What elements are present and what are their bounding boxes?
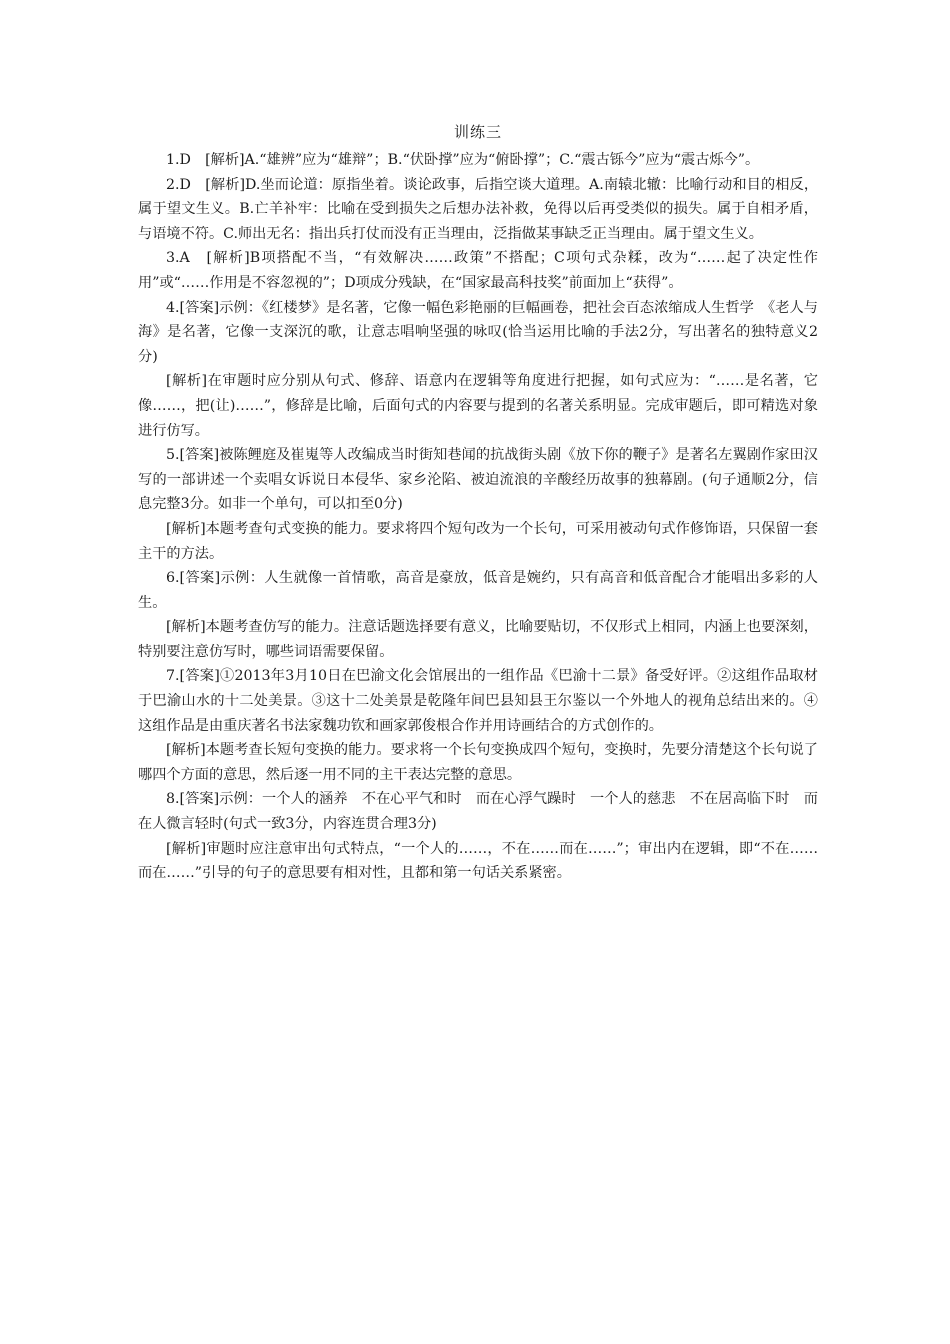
item-text: 本题考查仿写的能力。注意话题选择要有意义，比喻要贴切，不仅形式上相同，内涵上也要深刻，特别要注意仿写时，哪些词语需要保留。 bbox=[138, 619, 818, 660]
item-head: [解析] bbox=[166, 520, 206, 537]
item-head: [解析] bbox=[166, 742, 206, 759]
item-text: 本题考查句式变换的能力。要求将四个短句改为一个长句，可采用被动句式作修饰语，只保留一套主干的方法。 bbox=[138, 520, 818, 562]
item-text: 本题考查长短句变换的能力。要求将一个长句变换成四个短句，变换时，先要分清楚这个长句说了哪四个方面的意思，然后逐一用不同的主干表达完整的意思。 bbox=[138, 742, 818, 783]
item-head: [解析] bbox=[166, 840, 207, 857]
document-title: 训练三 bbox=[453, 123, 502, 141]
item-8-answer bbox=[138, 787, 818, 836]
item-text: 在审题时应分别从句式、修辞、语意内在逻辑等角度进行把握，如句式应为：“……是名著，它像……，把(让)……”，修辞是比喻，后面句式的内容要与提到的名著关系明显。完成审题后，即可精选对象进行仿写。 bbox=[138, 373, 818, 439]
item-6-analysis bbox=[138, 615, 818, 664]
item-text: ①2013年3月10日在巴渝文化会馆展出的一组作品《巴渝十二景》备受好评。②这组作品取材于巴渝山水的十二处美景。③这十二处美景是乾隆年间巴县知县王尔鉴以一个外地人的视角总结出来的。④这组作品是由重庆著名书法家魏功钦和画家郭俊根合作并用诗画结合的方式创作的。 bbox=[138, 668, 818, 734]
item-text: D.坐而论道：原指坐着。谈论政事，后指空谈大道理。A.南辕北辙：比喻行动和目的相反，属于望文生义。B.亡羊补牢：比喻在受到损失之后想办法补救，免得以后再受类似的损失。属于自相矛盾，与语境不符。C.师出无名：指出兵打仗而没有正当理由，泛指做某事缺乏正当理由。属于望文生义。 bbox=[138, 176, 819, 242]
item-head: 7.[答案] bbox=[166, 668, 220, 685]
item-head: 3.A [解析] bbox=[166, 250, 250, 267]
item-head: 1.D [解析] bbox=[166, 152, 245, 168]
item-head: 6.[答案] bbox=[166, 570, 221, 587]
item-5-answer bbox=[138, 443, 818, 517]
item-6-answer bbox=[138, 566, 818, 615]
document-page bbox=[138, 120, 818, 886]
item-text: 审题时应注意审出句式特点，“一个人的……，不在……而在……”；审出内在逻辑，即“不在……而在……”引导的句子的意思要有相对性，且都和第一句话关系紧密。 bbox=[138, 840, 819, 882]
item-5-analysis bbox=[138, 517, 818, 566]
item-text: 示例：《红楼梦》是名著，它像一幅色彩艳丽的巨幅画卷，把社会百态浓缩成人生哲学 《老人与海》是名著，它像一支深沉的歌，让意志唱响坚强的咏叹(恰当运用比喻的手法2分，写出著名的独特意义2分) bbox=[138, 299, 818, 365]
item-head: 4.[答案] bbox=[166, 299, 220, 316]
item-text: B项搭配不当，“有效解决……政策”不搭配；C项句式杂糅，改为“……起了决定性作用”或“……作用是不容忽视的”；D项成分残缺，在“国家最高科技奖”前面加上“获得”。 bbox=[138, 250, 818, 291]
item-text: A.“雄辨”应为“雄辩”；B.“伏卧撑”应为“俯卧撑”；C.“震古铄今”应为“震古烁今”。 bbox=[244, 152, 760, 168]
item-head: 2.D [解析] bbox=[166, 176, 246, 193]
item-7-analysis bbox=[138, 738, 818, 787]
item-head: 5.[答案] bbox=[166, 447, 220, 464]
item-text: 示例：人生就像一首情歌，高音是豪放，低音是婉约，只有高音和低音配合才能唱出多彩的人生。 bbox=[138, 570, 818, 611]
item-head: [解析] bbox=[166, 373, 208, 390]
item-3 bbox=[138, 246, 818, 295]
item-4-analysis bbox=[138, 369, 818, 443]
item-head: [解析] bbox=[166, 619, 206, 636]
item-text: 示例：一个人的涵养 不在心平气和时 而在心浮气躁时 一个人的慈悲 不在居高临下时 而在人微言轻时(句式一致3分，内容连贯合理3分) bbox=[138, 791, 818, 833]
item-1 bbox=[138, 148, 818, 173]
item-4-answer bbox=[138, 296, 818, 370]
item-text: 被陈鲤庭及崔嵬等人改编成当时街知巷闻的抗战街头剧《放下你的鞭子》是著名左翼剧作家田汉写的一部讲述一个卖唱女诉说日本侵华、家乡沦陷、被迫流浪的辛酸经历故事的独幕剧。(句子通顺2分，信息完整3分。如非一个单句，可以扣至0分) bbox=[138, 447, 818, 513]
item-7-answer bbox=[138, 664, 818, 738]
item-8-analysis bbox=[138, 837, 818, 886]
item-head: 8.[答案] bbox=[166, 791, 220, 808]
item-2 bbox=[138, 173, 818, 247]
